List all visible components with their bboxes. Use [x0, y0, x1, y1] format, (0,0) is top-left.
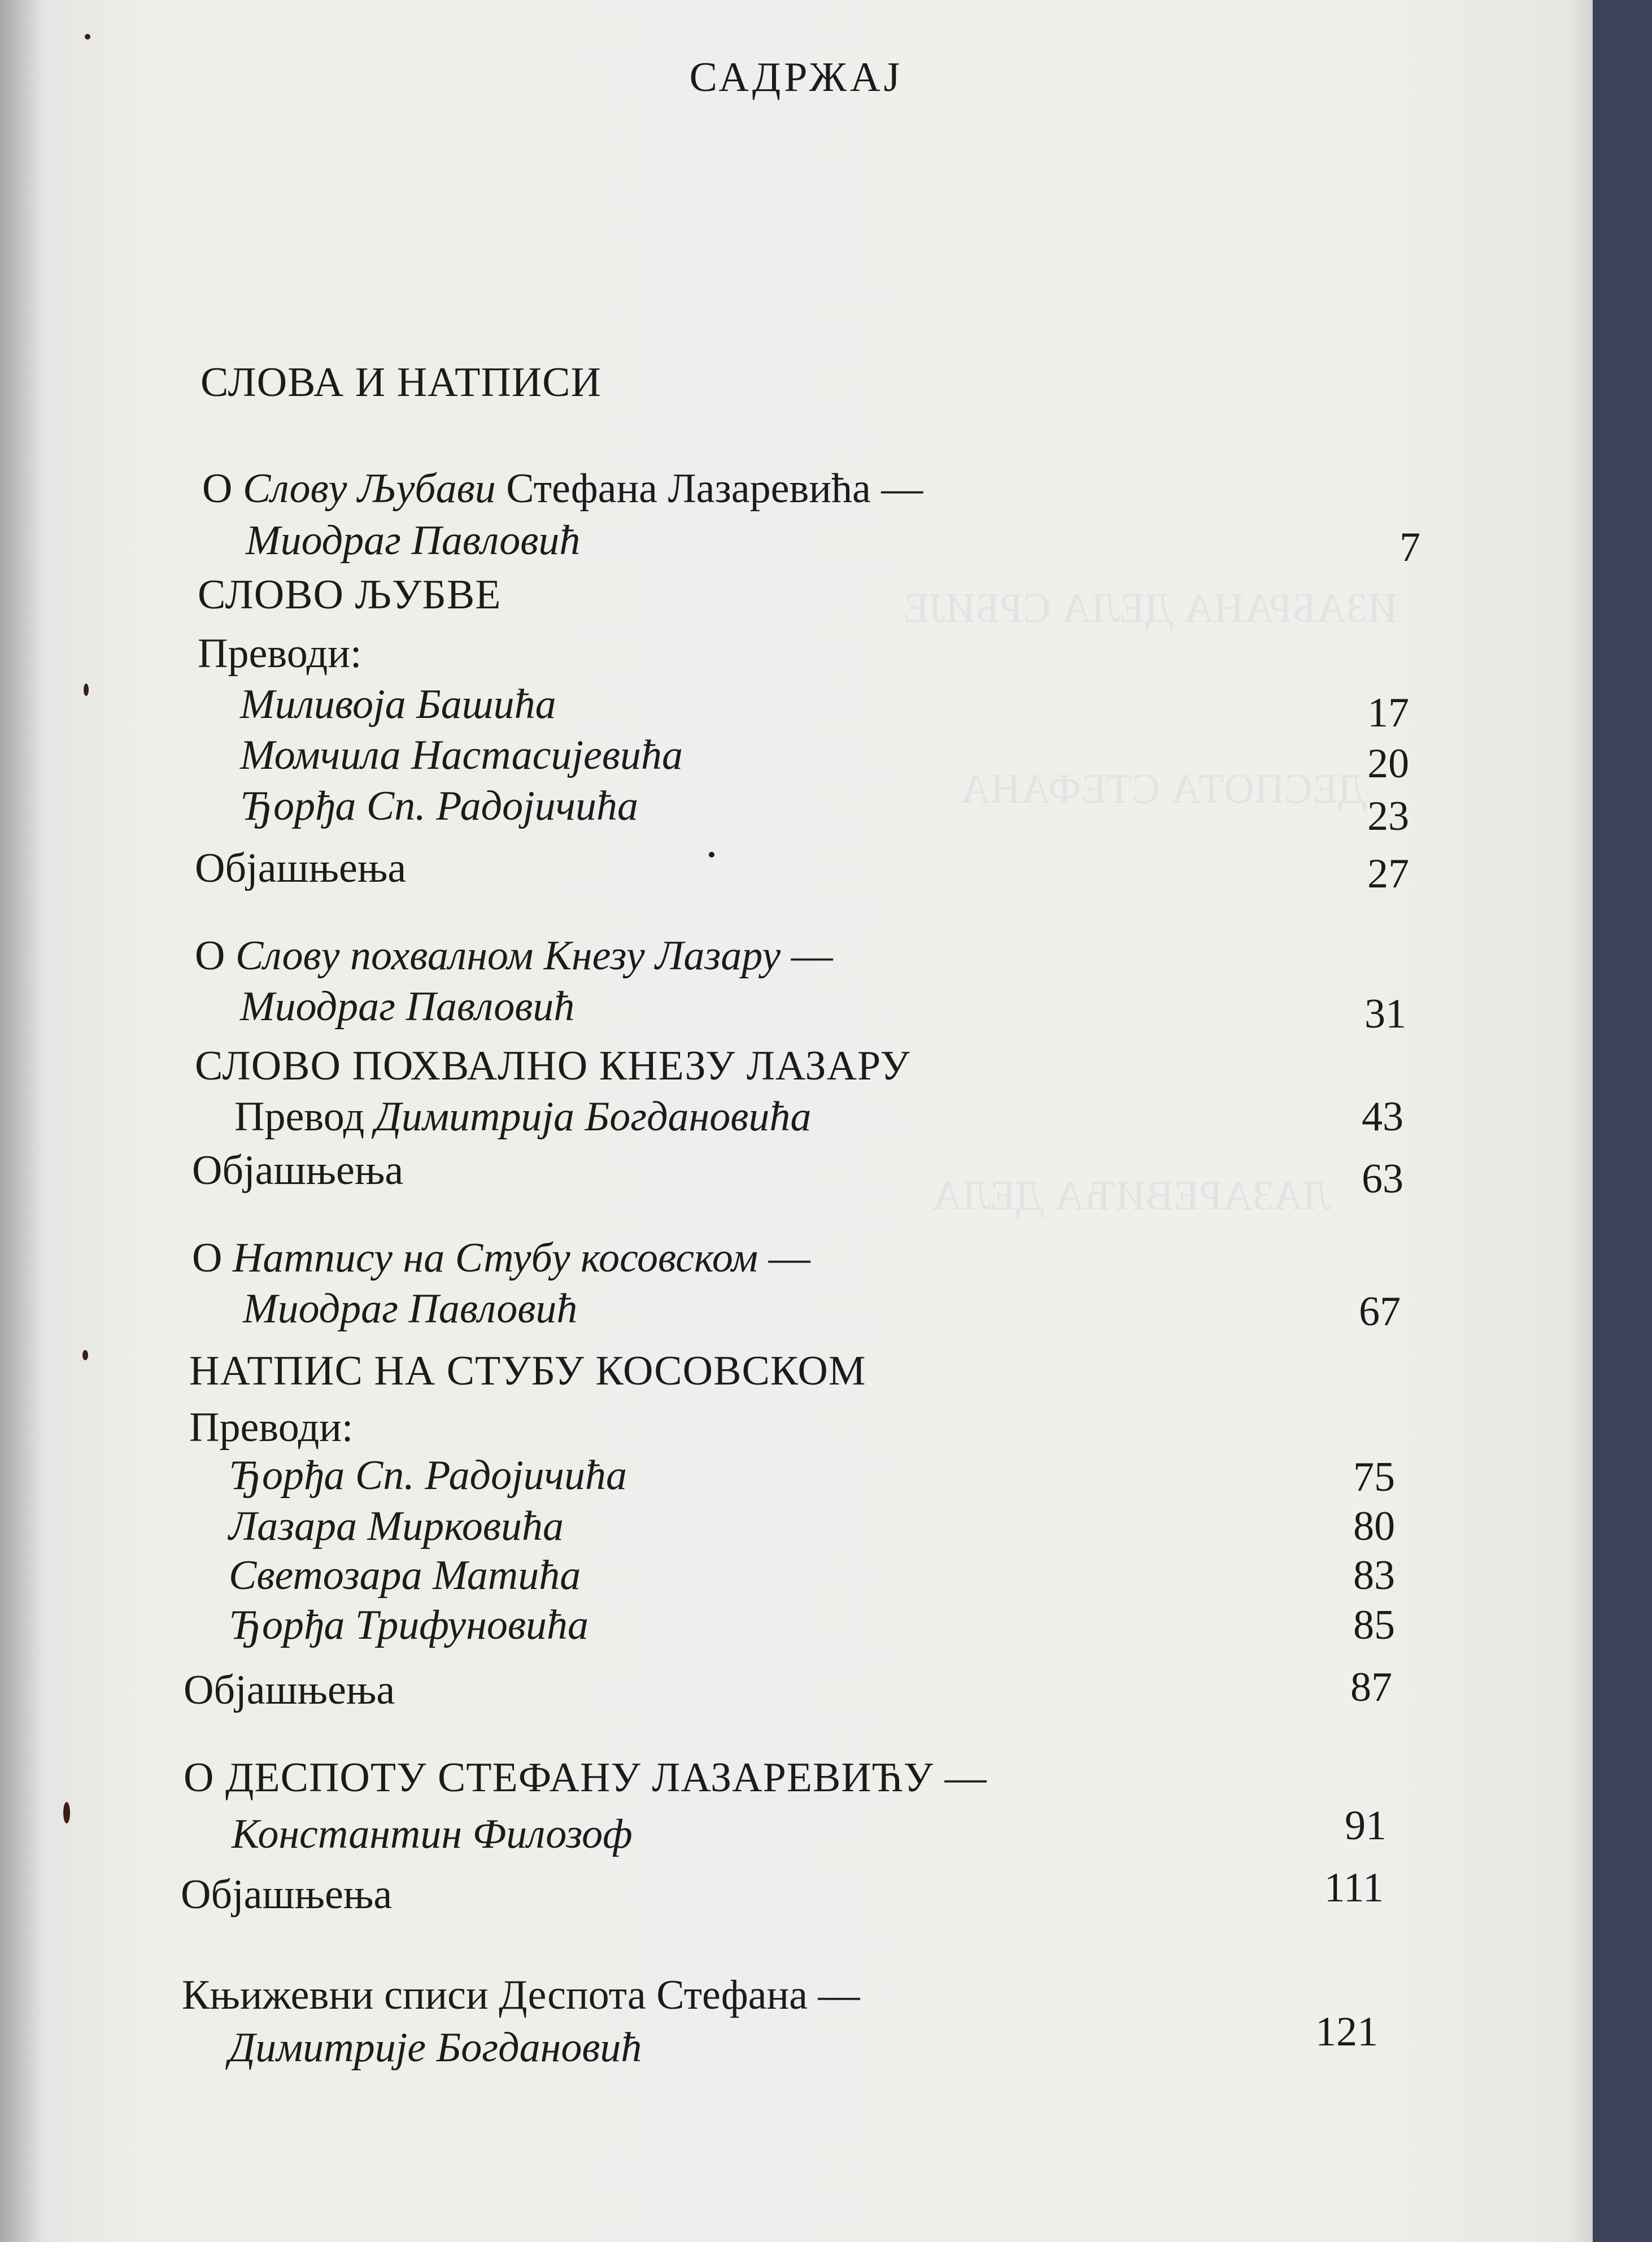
show-through-text: ИЗАБРАНА ДЕЛА СРБИЈЕ [904, 585, 1398, 632]
toc-explanations: Објашњења [184, 1667, 395, 1713]
toc-label: Преводи: [189, 1404, 354, 1451]
toc-author: Миливоја Башића [240, 681, 556, 728]
page-number: 87 [1350, 1664, 1392, 1710]
toc-entry-intro: О Натпису на Стубу косовском — [192, 1235, 810, 1281]
toc-entry-intro: О Слову похвалном Кнезу Лазару — [195, 933, 833, 979]
toc-heading: О ДЕСПОТУ СТЕФАНУ ЛАЗАРЕВИЋУ — [184, 1755, 987, 1801]
toc-author: Миодраг Павловић [246, 517, 581, 564]
gutter-shadow [0, 0, 45, 2242]
page-number: 20 [1367, 741, 1409, 787]
toc-author: Ђорђа Трифуновића [229, 1602, 589, 1648]
page-number: 111 [1324, 1865, 1384, 1911]
toc-author: Миодраг Павловић [243, 1286, 578, 1332]
toc-author: Димитрије Богдановић [229, 2025, 642, 2071]
page-title: САДРЖАЈ [689, 54, 904, 101]
toc-explanations: Објашњења [181, 1871, 393, 1918]
page-number: 31 [1365, 991, 1406, 1037]
page-number: 7 [1400, 524, 1420, 571]
page-number: 43 [1362, 1094, 1403, 1140]
page-number: 83 [1353, 1552, 1395, 1599]
toc-explanations: Објашњења [195, 845, 407, 891]
binding-mark [85, 34, 90, 40]
toc-label: Преводи: [198, 630, 362, 677]
show-through-text: ЛАЗАРЕВИЋА ДЕЛА [932, 1173, 1331, 1219]
page-number: 85 [1353, 1602, 1395, 1648]
toc-author: Миодраг Павловић [240, 983, 575, 1030]
binding-mark [84, 684, 89, 696]
toc-entry-intro: О Слову Љубави Стефана Лазаревића — [202, 465, 923, 512]
toc-heading: НАТПИС НА СТУБУ КОСОВСКОМ [189, 1348, 866, 1394]
toc-author: Ђорђа Сп. Радојичића [229, 1452, 627, 1499]
print-speck [709, 852, 714, 857]
section-heading: СЛОВА И НАТПИСИ [200, 359, 601, 406]
toc-author: Лазара Мирковића [229, 1503, 564, 1549]
toc-author: Константин Филозоф [232, 1811, 633, 1857]
toc-author: Светозара Матића [229, 1552, 581, 1599]
page-number: 27 [1367, 851, 1409, 897]
show-through-text: ДЕСПОТА СТЕФАНА [960, 766, 1367, 812]
page-number: 17 [1367, 690, 1409, 736]
toc-heading: СЛОВО ЉУБВЕ [198, 572, 502, 618]
page-number: 80 [1353, 1503, 1395, 1549]
page-number: 75 [1353, 1454, 1395, 1500]
binding-mark [63, 1802, 70, 1823]
toc-translation: Превод Димитрија Богдановића [234, 1094, 812, 1140]
toc-heading: СЛОВО ПОХВАЛНО КНЕЗУ ЛАЗАРУ [195, 1043, 910, 1089]
page-number: 67 [1359, 1288, 1401, 1335]
page-number: 91 [1345, 1803, 1387, 1849]
binding-mark [82, 1350, 88, 1360]
page-number: 63 [1362, 1156, 1403, 1202]
toc-author: Ђорђа Сп. Радојичића [240, 783, 638, 829]
page-number: 121 [1315, 2009, 1378, 2055]
page-number: 23 [1367, 793, 1409, 839]
toc-entry-intro: Књижевни списи Деспота Стефана — [182, 1972, 860, 2018]
toc-explanations: Објашњења [192, 1147, 404, 1194]
toc-author: Момчила Настасијевића [240, 732, 683, 778]
